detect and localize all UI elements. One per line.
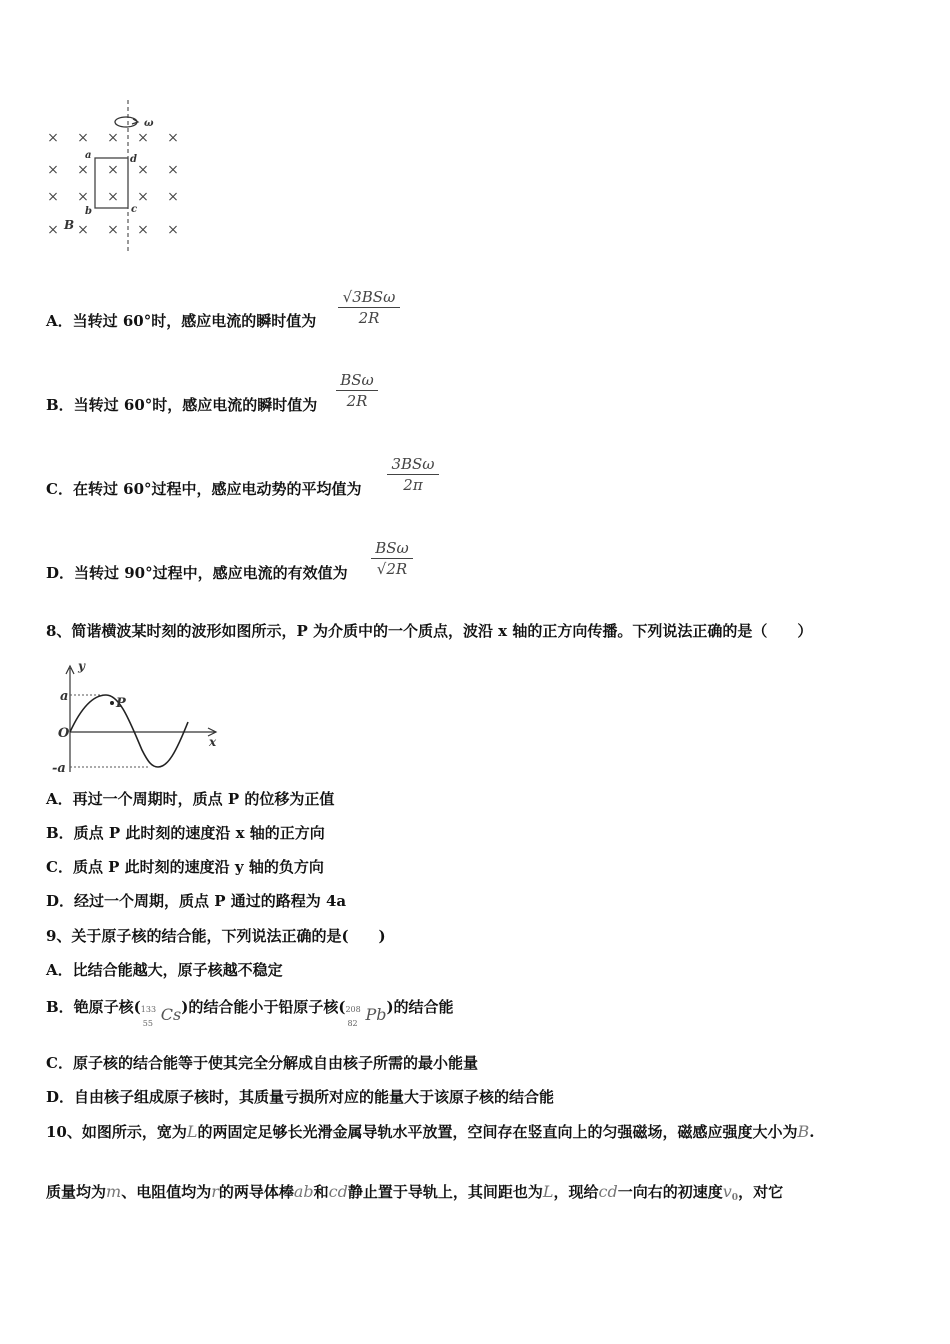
svg-text:×: × bbox=[167, 222, 179, 238]
svg-text:×: × bbox=[77, 162, 89, 178]
svg-text:×: × bbox=[47, 162, 59, 178]
svg-text:×: × bbox=[167, 189, 179, 205]
svg-text:×: × bbox=[167, 130, 179, 146]
label-c: c bbox=[131, 204, 138, 215]
svg-text:×: × bbox=[107, 130, 119, 146]
q10-line-1: 10、如图所示，宽为L的两固定足够长光滑金属导轨水平放置，空间存在竖直向上的匀强磁场，磁感应强度大小为B. bbox=[46, 1122, 815, 1141]
q8-option-a: A．再过一个周期时，质点 P 的位移为正值 bbox=[46, 790, 335, 808]
q7-option-d-fraction: BSω √2R bbox=[371, 539, 413, 578]
svg-text:×: × bbox=[137, 162, 149, 178]
waveform-curve bbox=[70, 695, 188, 767]
label-B: B bbox=[64, 218, 75, 232]
q7-option-c-fraction: 3BSω 2π bbox=[387, 455, 439, 494]
q9-option-d: D．自由核子组成原子核时，其质量亏损所对应的能量大于该原子核的结合能 bbox=[46, 1088, 555, 1106]
svg-text:×: × bbox=[77, 189, 89, 205]
lead-isotope: 208 82 Pb bbox=[345, 1005, 387, 1028]
svg-text:×: × bbox=[137, 222, 149, 238]
point-P bbox=[110, 701, 114, 705]
label-d: d bbox=[130, 154, 137, 165]
q9-option-c: C．原子核的结合能等于使其完全分解成自由核子所需的最小能量 bbox=[46, 1054, 478, 1072]
svg-text:×: × bbox=[47, 222, 59, 238]
q8-option-c: C．质点 P 此时刻的速度沿 y 轴的负方向 bbox=[46, 858, 324, 876]
q9-option-b: B．铯原子核( 133 55 Cs)的结合能小于铅原子核( 208 82 Pb)的结合能 bbox=[46, 996, 454, 1031]
svg-text:O: O bbox=[58, 726, 70, 741]
svg-text:×: × bbox=[107, 189, 119, 205]
label-a: a bbox=[85, 150, 92, 161]
svg-text:×: × bbox=[107, 222, 119, 238]
svg-text:y: y bbox=[78, 662, 85, 673]
svg-text:×: × bbox=[167, 162, 179, 178]
cesium-isotope: 133 55 Cs bbox=[140, 1005, 182, 1028]
q7-option-a: A．当转过 60°时，感应电流的瞬时值为 bbox=[46, 312, 317, 330]
q7-option-b-fraction: BSω 2R bbox=[336, 371, 378, 410]
svg-text:×: × bbox=[137, 130, 149, 146]
wave-graph bbox=[48, 662, 228, 777]
q7-option-c: C．在转过 60°过程中，感应电动势的平均值为 bbox=[46, 480, 362, 498]
q8-option-d: D．经过一个周期，质点 P 通过的路程为 4a bbox=[46, 892, 347, 910]
svg-text:×: × bbox=[107, 162, 119, 178]
rotating-coil-figure bbox=[40, 98, 190, 258]
q9-stem: 9、关于原子核的结合能，下列说法正确的是( ) bbox=[46, 927, 386, 945]
svg-text:×: × bbox=[77, 222, 89, 238]
svg-text:x: x bbox=[209, 735, 217, 749]
q7-option-b: B．当转过 60°时，感应电流的瞬时值为 bbox=[46, 396, 318, 414]
svg-text:×: × bbox=[137, 189, 149, 205]
q7-option-a-fraction: √3BSω 2R bbox=[338, 288, 400, 327]
svg-text:P: P bbox=[116, 696, 126, 711]
svg-text:×: × bbox=[77, 130, 89, 146]
omega-label: ω bbox=[144, 118, 154, 129]
q7-option-d: D．当转过 90°过程中，感应电流的有效值为 bbox=[46, 564, 348, 582]
svg-text:a: a bbox=[60, 689, 69, 704]
label-b: b bbox=[85, 206, 92, 217]
q8-option-b: B．质点 P 此时刻的速度沿 x 轴的正方向 bbox=[46, 824, 325, 842]
svg-text:-a: -a bbox=[52, 761, 66, 776]
svg-text:×: × bbox=[47, 130, 59, 146]
svg-text:×: × bbox=[47, 189, 59, 205]
q9-option-a: A．比结合能越大，原子核越不稳定 bbox=[46, 961, 283, 979]
q8-stem: 8、简谐横波某时刻的波形如图所示，P 为介质中的一个质点，波沿 x 轴的正方向传播。下列说法正确的是（ ） bbox=[46, 622, 813, 640]
q10-line-2: 质量均为m、电阻值均为r的两导体棒ab和cd静止置于导轨上，其间距也为L，现给cd一向右的初速度$v_0$，对它 bbox=[46, 1182, 784, 1203]
rotation-arrow-icon bbox=[115, 117, 137, 127]
